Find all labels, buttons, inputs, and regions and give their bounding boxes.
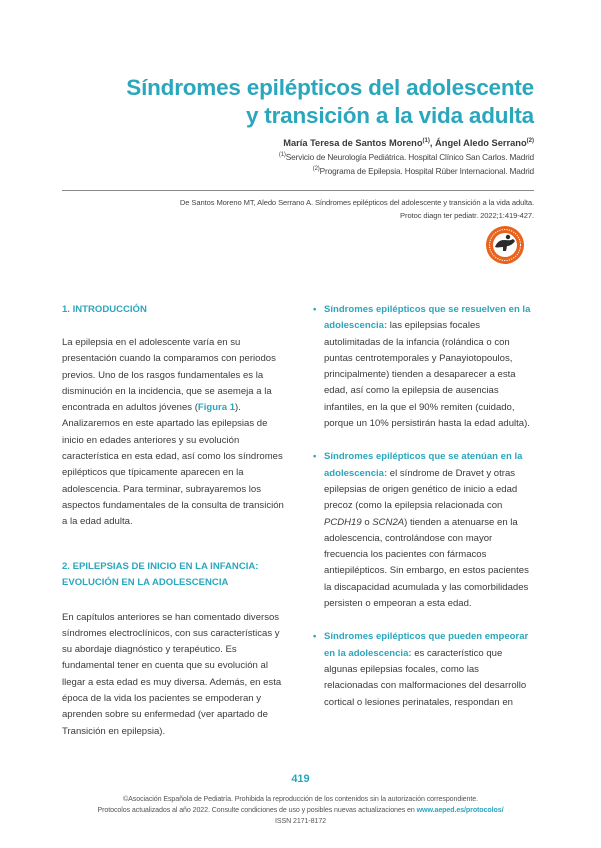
list-item — [313, 629, 533, 710]
title-line-1: Síndromes epilépticos del adolescente — [126, 75, 534, 100]
footer-update-note — [0, 805, 601, 815]
footer-update-text: Protocolos actualizados al año 2022. Consulte condiciones de uso y posibles nuevas actualizaciones en — [97, 806, 417, 814]
list-item — [313, 302, 533, 432]
author-1: María Teresa de Santos Moreno — [283, 138, 423, 149]
figure-1-link[interactable]: Figura 1 — [197, 402, 236, 414]
aep-logo-icon — [485, 225, 525, 265]
bullet-2-text-after: ) tienden a atenuarse en la adolescencia, controlándose con mayor frecuencia los pacientes con fármacos antiepilépticos. Sin embargo, en estos pacientes la discapacidad acumulada y las comorbilidades persisten o empeoran a esta edad. — [324, 516, 529, 610]
bullet-3-text: es característico que algunas epilepsias focales, como las relacionadas con malformaciones del desarrollo cortical o lesiones perinatales, respondan en — [324, 647, 527, 708]
section-2-heading — [62, 559, 285, 591]
bullet-2-heading: Síndromes epilépticos que se atenúan en la adolescencia: — [324, 451, 523, 479]
affiliation-1-text: Servicio de Neurología Pediátrica. Hospital Clínico San Carlos. Madrid — [285, 152, 534, 162]
left-column — [62, 302, 285, 740]
affiliation-2 — [120, 166, 534, 176]
title-line-2: y transición a la vida adulta — [245, 103, 534, 128]
list-item — [313, 449, 533, 612]
section-1-text-after: ). Analizaremos en este apartado las epilepsias de inicio en edades anteriores y su evolución característica en esta edad, así como los síndromes epilépticos que típicamente aparecen en la adolescencia. Para terminar, subrayaremos los aspectos fundamentales de la consulta de transición a la edad adulta. — [62, 402, 284, 528]
bullet-2-text-before: el síndrome de Dravet y otras epilepsias de origen genético de inicio a edad precoz (como la epilepsia relacionada con — [324, 467, 518, 512]
affiliation-2-sup: (2) — [312, 166, 320, 173]
affiliation-1-sup: (1) — [278, 152, 286, 159]
bullet-icon: • — [313, 304, 317, 315]
section-2-heading-line-2: EVOLUCIÓN EN LA ADOLESCENCIA — [62, 576, 229, 588]
right-column — [313, 302, 533, 711]
affiliation-1 — [120, 152, 534, 162]
gene-separator: o — [361, 516, 373, 528]
affiliation-2-text: Programa de Epilepsia. Hospital Rúber Internacional. Madrid — [319, 166, 534, 176]
section-2-heading-line-1: 2. EPILEPSIAS DE INICIO EN LA INFANCIA: — [62, 560, 259, 572]
author-2: Ángel Aledo Serrano — [435, 138, 527, 149]
footer-issn: ISSN 2171-8172 — [274, 817, 327, 825]
gene-scn2a: SCN2A — [372, 516, 405, 528]
section-2-paragraph: En capítulos anteriores se han comentado diversos síndromes electroclínicos, con sus características y su abordaje diagnóstico y terapéutico. Es fundamental tener en cuenta que su evolución al llegar a esta edad es muy diversa. Además, en esta época de la vida los pacientes se empoderan y aprenden sobre su enfermedad (ver apartado de Transición en epilepsia). — [62, 611, 282, 737]
bullet-1-text: las epilepsias focales autolimitadas de la infancia (rolándica o con puntas centrotemporales y Panayiotopoulos, principalmente) tienden a desaparecer a esta edad, así como la epilepsia de ausencias infantiles, en la que el 90% remiten (cuidado, porque un 10% persistirán hasta la edad adulta). — [324, 320, 530, 430]
author-2-sup: (2) — [526, 138, 534, 144]
gene-pcdh19: PCDH19 — [324, 516, 362, 528]
authors — [120, 138, 534, 148]
bullet-icon: • — [313, 451, 317, 463]
header-divider — [62, 190, 534, 191]
bullet-3-heading: Síndromes epilépticos que pueden empeorar en la adolescencia: — [324, 631, 529, 659]
page-number: 419 — [291, 773, 310, 785]
author-1-sup: (1) — [422, 138, 430, 144]
author-separator: , — [429, 138, 436, 149]
citation — [62, 196, 534, 222]
section-1-text-before: La epilepsia en el adolescente varía en su presentación cuando la comparamos con periodos previos. Uno de los rasgos fundamentales es la disminución en la incidencia, que se asemeja a la encontrada en adultos jóvenes ( — [62, 337, 276, 414]
section-1-paragraph — [62, 335, 285, 531]
citation-line-2: Protoc diagn ter pediatr. 2022;1:419-427. — [400, 211, 534, 220]
article-title — [60, 74, 534, 130]
section-1-heading: 1. INTRODUCCIÓN — [62, 304, 147, 315]
footer-copyright: ©Asociación Española de Pediatría. Prohibida la reproducción de los contenidos sin la autorización correspondiente. — [123, 795, 478, 803]
citation-line-1: De Santos Moreno MT, Aledo Serrano A. Síndromes epilépticos del adolescente y transición a la vida adulta. — [179, 198, 534, 207]
protocols-link[interactable]: www.aeped.es/protocolos/ — [416, 806, 504, 814]
bullet-icon: • — [313, 631, 317, 643]
bullet-1-heading: Síndromes epilépticos que se resuelven en la adolescencia: — [324, 304, 531, 332]
